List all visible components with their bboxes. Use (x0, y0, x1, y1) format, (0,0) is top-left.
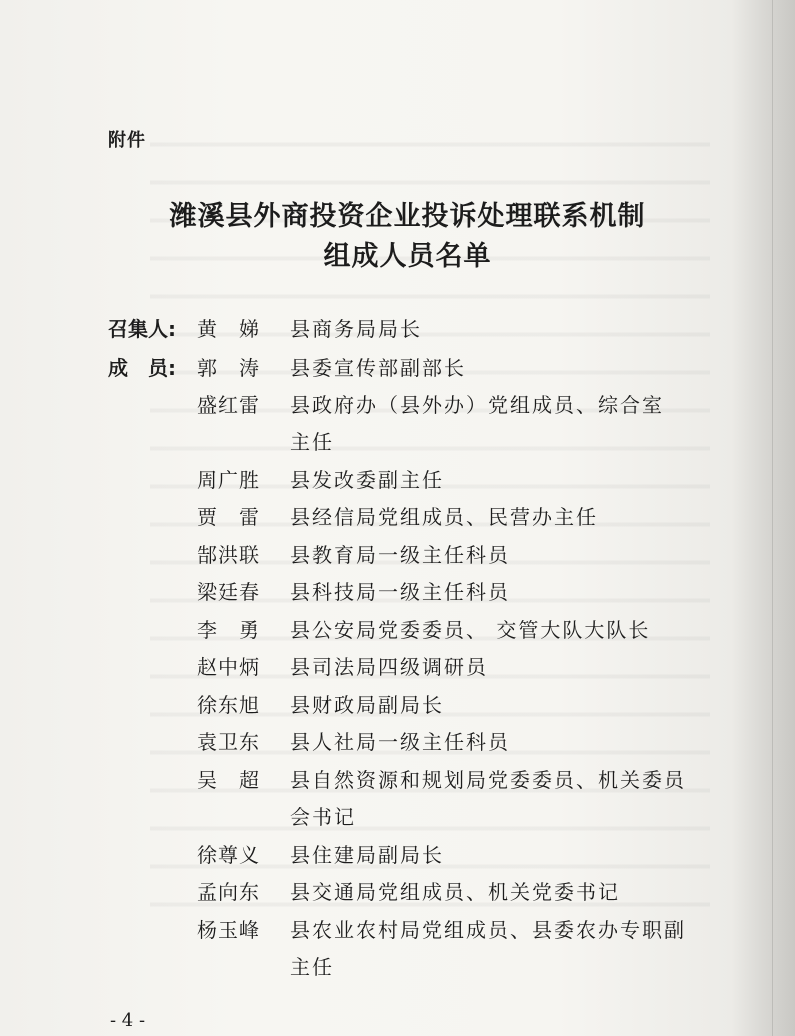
roster-name: 吴 超 (197, 768, 260, 792)
roster-name: 徐尊义 (197, 843, 260, 867)
roster-position: 县交通局党组成员、机关党委书记 (290, 880, 620, 904)
roster-position: 主任 (290, 430, 334, 454)
roster-position: 主任 (290, 955, 334, 979)
roster-position: 会书记 (290, 805, 356, 829)
roster-name: 杨玉峰 (197, 918, 260, 942)
roster-position: 县财政局副局长 (290, 693, 444, 717)
document-title-line-1: 潍溪县外商投资企业投诉处理联系机制 (169, 201, 646, 232)
roster-name: 李 勇 (197, 618, 260, 642)
roster-name: 孟向东 (197, 880, 260, 904)
roster-position: 县经信局党组成员、民营办主任 (290, 505, 598, 529)
roster-name: 盛红雷 (197, 393, 260, 417)
roster-position: 县政府办（县外办）党组成员、综合室 (290, 393, 664, 417)
roster-name: 周广胜 (197, 468, 260, 492)
roster-position: 县委宣传部副部长 (290, 356, 466, 380)
roster-position: 县人社局一级主任科员 (290, 730, 510, 754)
roster-position: 县科技局一级主任科员 (290, 580, 510, 604)
roster-position: 县发改委副主任 (290, 468, 444, 492)
roster-name: 徐东旭 (197, 693, 260, 717)
document-title-line-2: 组成人员名单 (323, 241, 492, 272)
roster-name: 贾 雷 (197, 505, 260, 529)
roster-position: 县司法局四级调研员 (290, 655, 488, 679)
roster-name: 郜洪联 (197, 543, 260, 567)
roster-position: 县农业农村局党组成员、县委农办专职副 (290, 918, 686, 942)
attachment-label: 附件 (108, 130, 146, 151)
roster-name: 郭 涛 (197, 356, 260, 380)
roster-role: 成 员: (108, 356, 176, 380)
roster-role: 召集人: (108, 317, 176, 341)
roster-name: 梁廷春 (197, 580, 260, 604)
page-number: - 4 - (110, 1010, 146, 1031)
roster-position: 县公安局党委委员、 交管大队大队长 (290, 618, 651, 642)
roster-name: 黄 娣 (197, 317, 260, 341)
roster-name: 袁卫东 (197, 730, 260, 754)
roster-position: 县商务局局长 (290, 317, 422, 341)
roster-name: 赵中炳 (197, 655, 260, 679)
page-edge (772, 0, 773, 1036)
roster-position: 县住建局副局长 (290, 843, 444, 867)
roster-position: 县教育局一级主任科员 (290, 543, 510, 567)
roster-position: 县自然资源和规划局党委委员、机关委员 (290, 768, 686, 792)
